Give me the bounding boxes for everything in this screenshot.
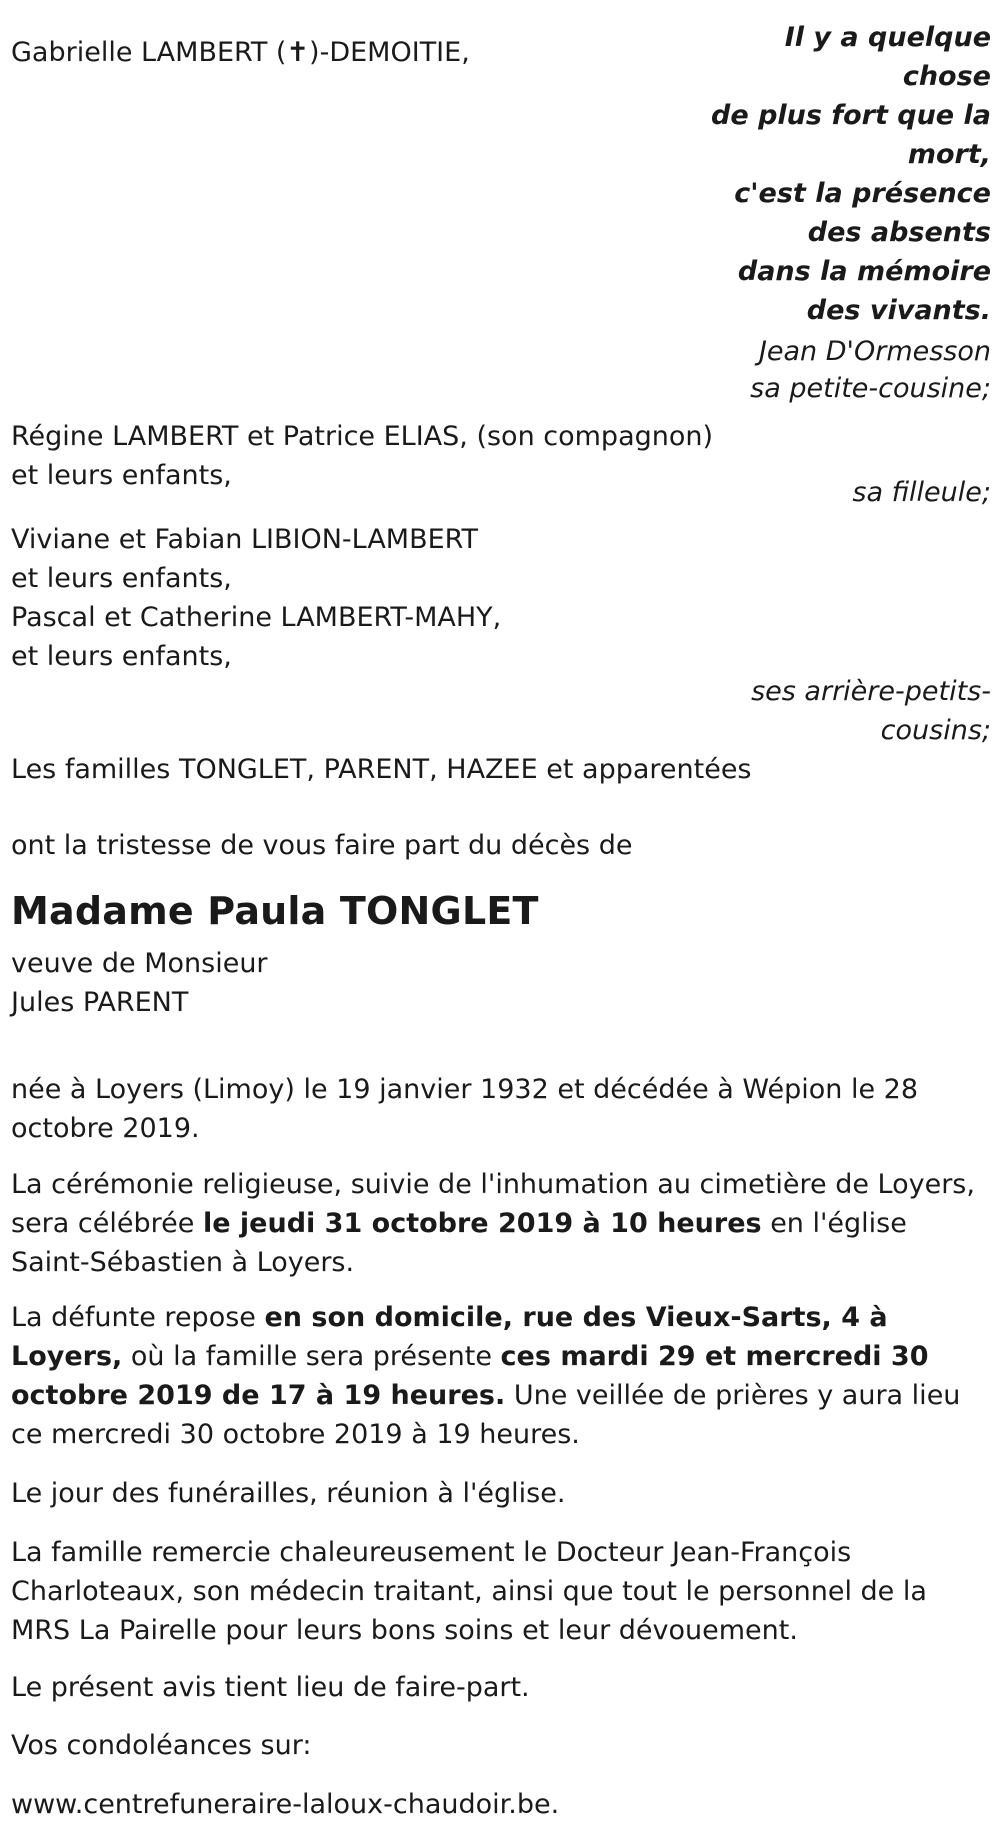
- vigil-info: Une veillée de prières y aura lieu ce mercredi 30 octobre 2019 à 19 heures.: [11, 1380, 961, 1450]
- role-petite-cousine: sa petite-cousine;: [750, 373, 991, 404]
- notice-statement: Le présent avis tient lieu de faire-part.: [11, 1672, 530, 1703]
- ceremony-date: le jeudi 31 octobre 2019 à 10 heures: [202, 1208, 762, 1239]
- announcement-intro: ont la tristesse de vous faire part du décès de: [11, 830, 633, 861]
- widow-of-name: Jules PARENT: [11, 987, 189, 1018]
- condolences-website[interactable]: www.centrefuneraire-laloux-chaudoir.be.: [11, 1789, 560, 1820]
- repose-text-2: où la famille sera présente: [122, 1341, 501, 1372]
- family-member-pascal: Pascal et Catherine LAMBERT-MAHY,: [11, 602, 502, 633]
- deceased-name: Madame Paula TONGLET: [11, 889, 539, 933]
- condolences-label: Vos condoléances sur:: [11, 1730, 312, 1761]
- quote-line: c'est la présence: [734, 178, 991, 209]
- funeral-day-info: Le jour des funérailles, réunion à l'église.: [11, 1478, 566, 1509]
- quote-line: Il y a quelque: [784, 22, 991, 53]
- quote-author: Jean D'Ormesson: [758, 336, 991, 367]
- widow-of: veuve de Monsieur: [11, 948, 268, 979]
- family-member-viviane: Viviane et Fabian LIBION-LAMBERT: [11, 524, 478, 555]
- quote-line: mort,: [907, 139, 991, 170]
- repose-info: [11, 1298, 991, 1454]
- ceremony-text: La cérémonie religieuse, suivie de l'inhumation au cimetière de Loyers, sera célébrée: [11, 1169, 975, 1239]
- quote-line: chose: [902, 61, 991, 92]
- family-member-pascal-children: et leurs enfants,: [11, 641, 232, 672]
- family-member-viviane-children: et leurs enfants,: [11, 563, 232, 594]
- quote: [711, 18, 991, 330]
- repose-address: en son domicile, rue des Vieux-Sarts, 4 à Loyers,: [11, 1302, 888, 1372]
- quote-line: des vivants.: [806, 295, 991, 326]
- thanks: La famille remercie chaleureusement le Docteur Jean-François Charloteaux, son médecin traitant, ainsi que tout le personnel de la MRS La Pairelle pour leurs bons soins et leur dévouement.: [11, 1537, 927, 1646]
- families-extended: Les familles TONGLET, PARENT, HAZEE et apparentées: [11, 754, 752, 785]
- birth-death-info: née à Loyers (Limoy) le 19 janvier 1932 et décédée à Wépion le 28 octobre 2019.: [11, 1074, 919, 1144]
- quote-line: dans la mémoire: [737, 256, 991, 287]
- family-member-gabrielle: Gabrielle LAMBERT (✝)-DEMOITIE,: [11, 37, 470, 68]
- visiting-hours: ces mardi 29 et mercredi 30 octobre 2019 de 17 à 19 heures.: [11, 1341, 929, 1411]
- repose-text: La défunte repose: [11, 1302, 265, 1333]
- role-arriere-petits-cousins: ses arrière-petits-: [751, 676, 991, 707]
- role-arriere-petits-cousins-cont: cousins;: [880, 715, 991, 746]
- quote-line: des absents: [807, 217, 991, 248]
- role-filleule: sa filleule;: [852, 477, 991, 508]
- ceremony-place: en l'église Saint-Sébastien à Loyers.: [11, 1208, 907, 1278]
- quote-line: de plus fort que la: [711, 100, 991, 131]
- family-member-regine-children: et leurs enfants,: [11, 460, 232, 491]
- ceremony-info: [11, 1165, 991, 1282]
- family-member-regine: Régine LAMBERT et Patrice ELIAS, (son compagnon): [11, 421, 714, 452]
